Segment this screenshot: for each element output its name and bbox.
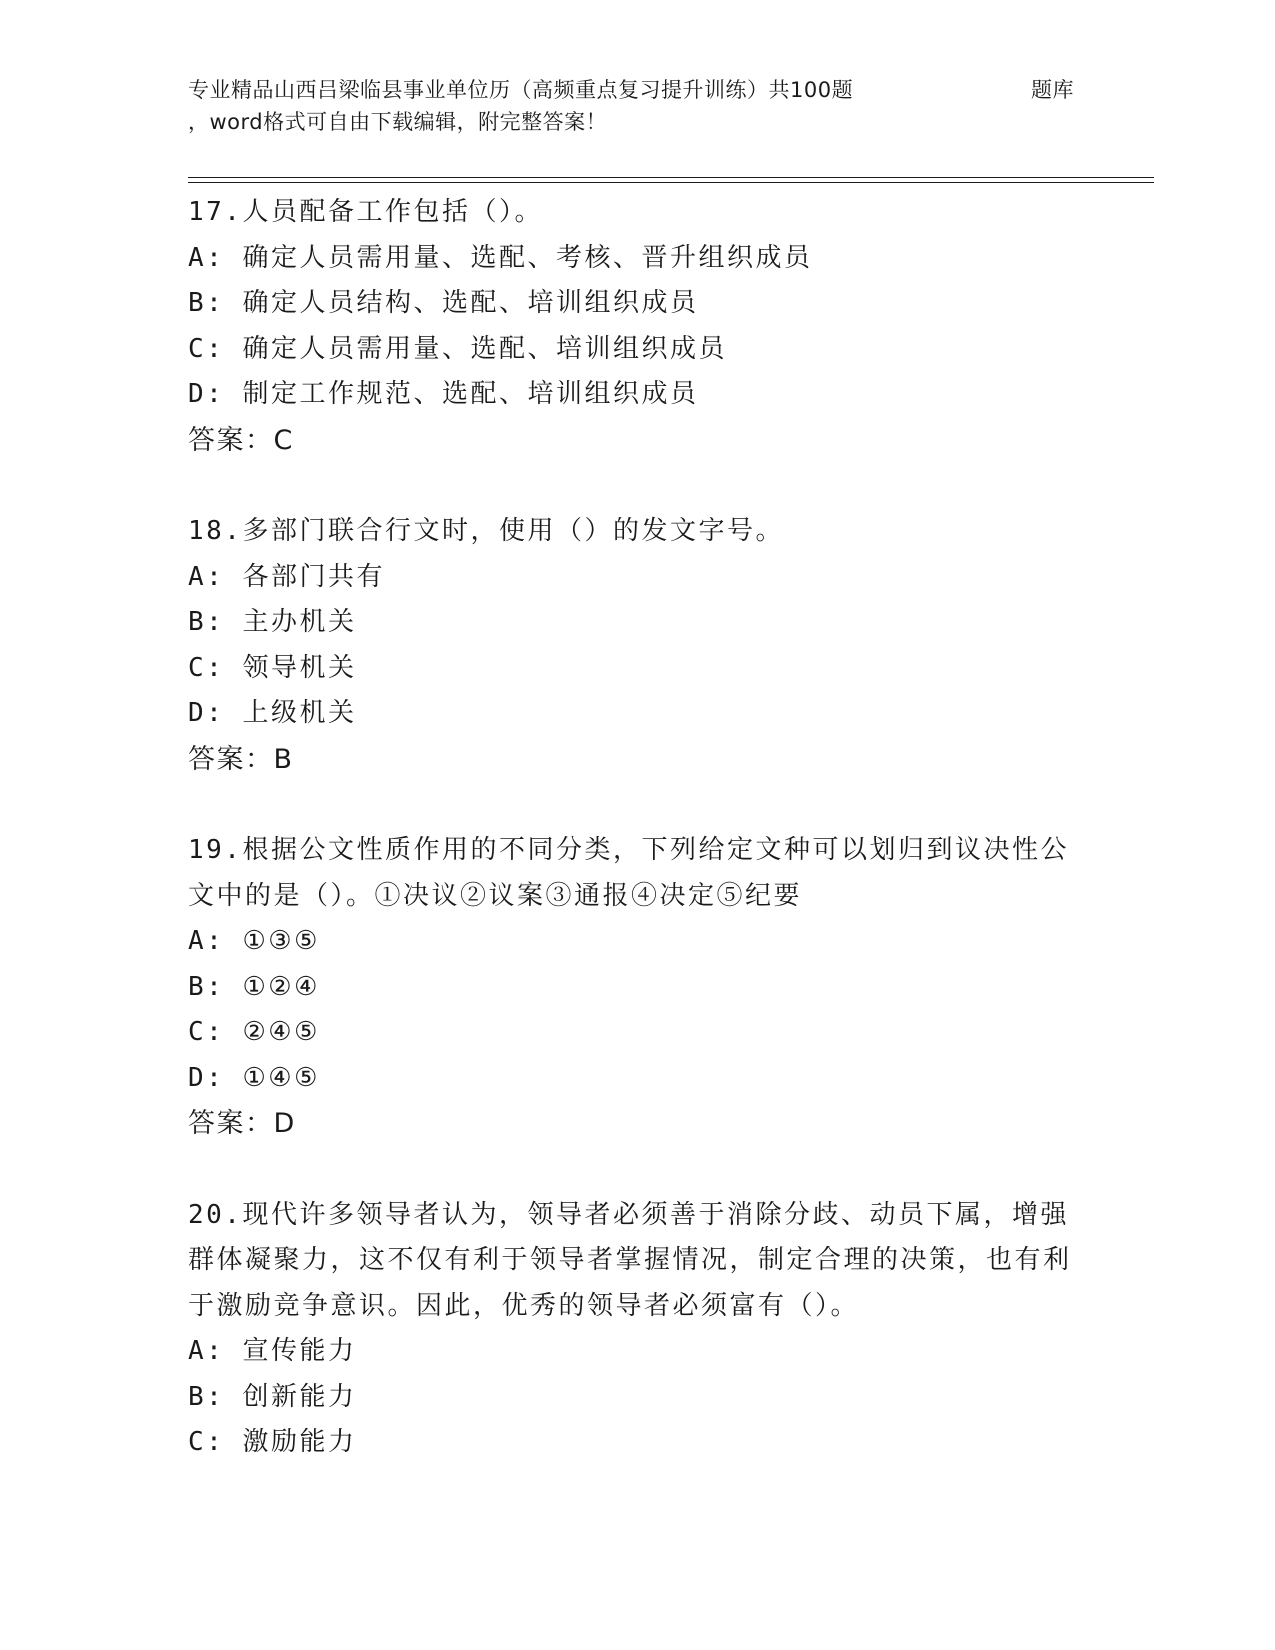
question-text: 17.人员配备工作包括（）。 (188, 197, 543, 227)
header-title-line2: ，word格式可自由下载编辑，附完整答案！ (188, 110, 608, 134)
header-rule-bottom (188, 182, 1154, 183)
question-option: D: 上级机关 (188, 698, 357, 728)
header-tag: 题库 (1031, 78, 1074, 102)
question-option: C: 确定人员需用量、选配、培训组织成员 (188, 333, 727, 364)
question-option: B: 主办机关 (188, 607, 357, 637)
question-option: C: 激励能力 (188, 1427, 357, 1457)
question-option: A: 宣传能力 (188, 1336, 357, 1366)
question-list (188, 190, 1088, 1512)
answer-line: 答案：D (188, 1108, 296, 1139)
question-text: 19.根据公文性质作用的不同分类，下列给定文种可以划归到议决性公文中的是（）。①决议②议案③通报④决定⑤纪要 (188, 835, 1069, 911)
question-item (188, 1193, 1088, 1466)
question-text: 18.多部门联合行文时，使用（）的发文字号。 (188, 516, 784, 546)
question-option: B: 创新能力 (188, 1381, 357, 1412)
question-option: A: 各部门共有 (188, 561, 385, 592)
header-rule-top (188, 177, 1154, 178)
question-option: A: 确定人员需用量、选配、考核、晋升组织成员 (188, 242, 813, 273)
question-text: 20.现代许多领导者认为，领导者必须善于消除分歧、动员下属，增强群体凝聚力，这不仅有利于领导者掌握情况，制定合理的决策，也有利于激励竞争意识。因此，优秀的领导者必须富有（）。 (188, 1199, 1072, 1321)
question-option: B: ①②④ (188, 971, 320, 1002)
question-option: B: 确定人员结构、选配、培训组织成员 (188, 288, 699, 318)
question-option: D: ①④⑤ (188, 1062, 320, 1093)
question-item (188, 509, 1088, 782)
question-option: C: 领导机关 (188, 652, 357, 683)
answer-line: 答案：C (188, 424, 294, 456)
header-title-line1: 专业精品山西吕梁临县事业单位历（高频重点复习提升训练）共100题 (188, 78, 854, 102)
answer-line: 答案：B (188, 743, 294, 775)
question-option: A: ①③⑤ (188, 926, 320, 956)
question-option: D: 制定工作规范、选配、培训组织成员 (188, 379, 699, 409)
question-option: C: ②④⑤ (188, 1017, 320, 1047)
question-item (188, 828, 1088, 1147)
question-item (188, 190, 1088, 463)
page-header (188, 74, 1088, 138)
